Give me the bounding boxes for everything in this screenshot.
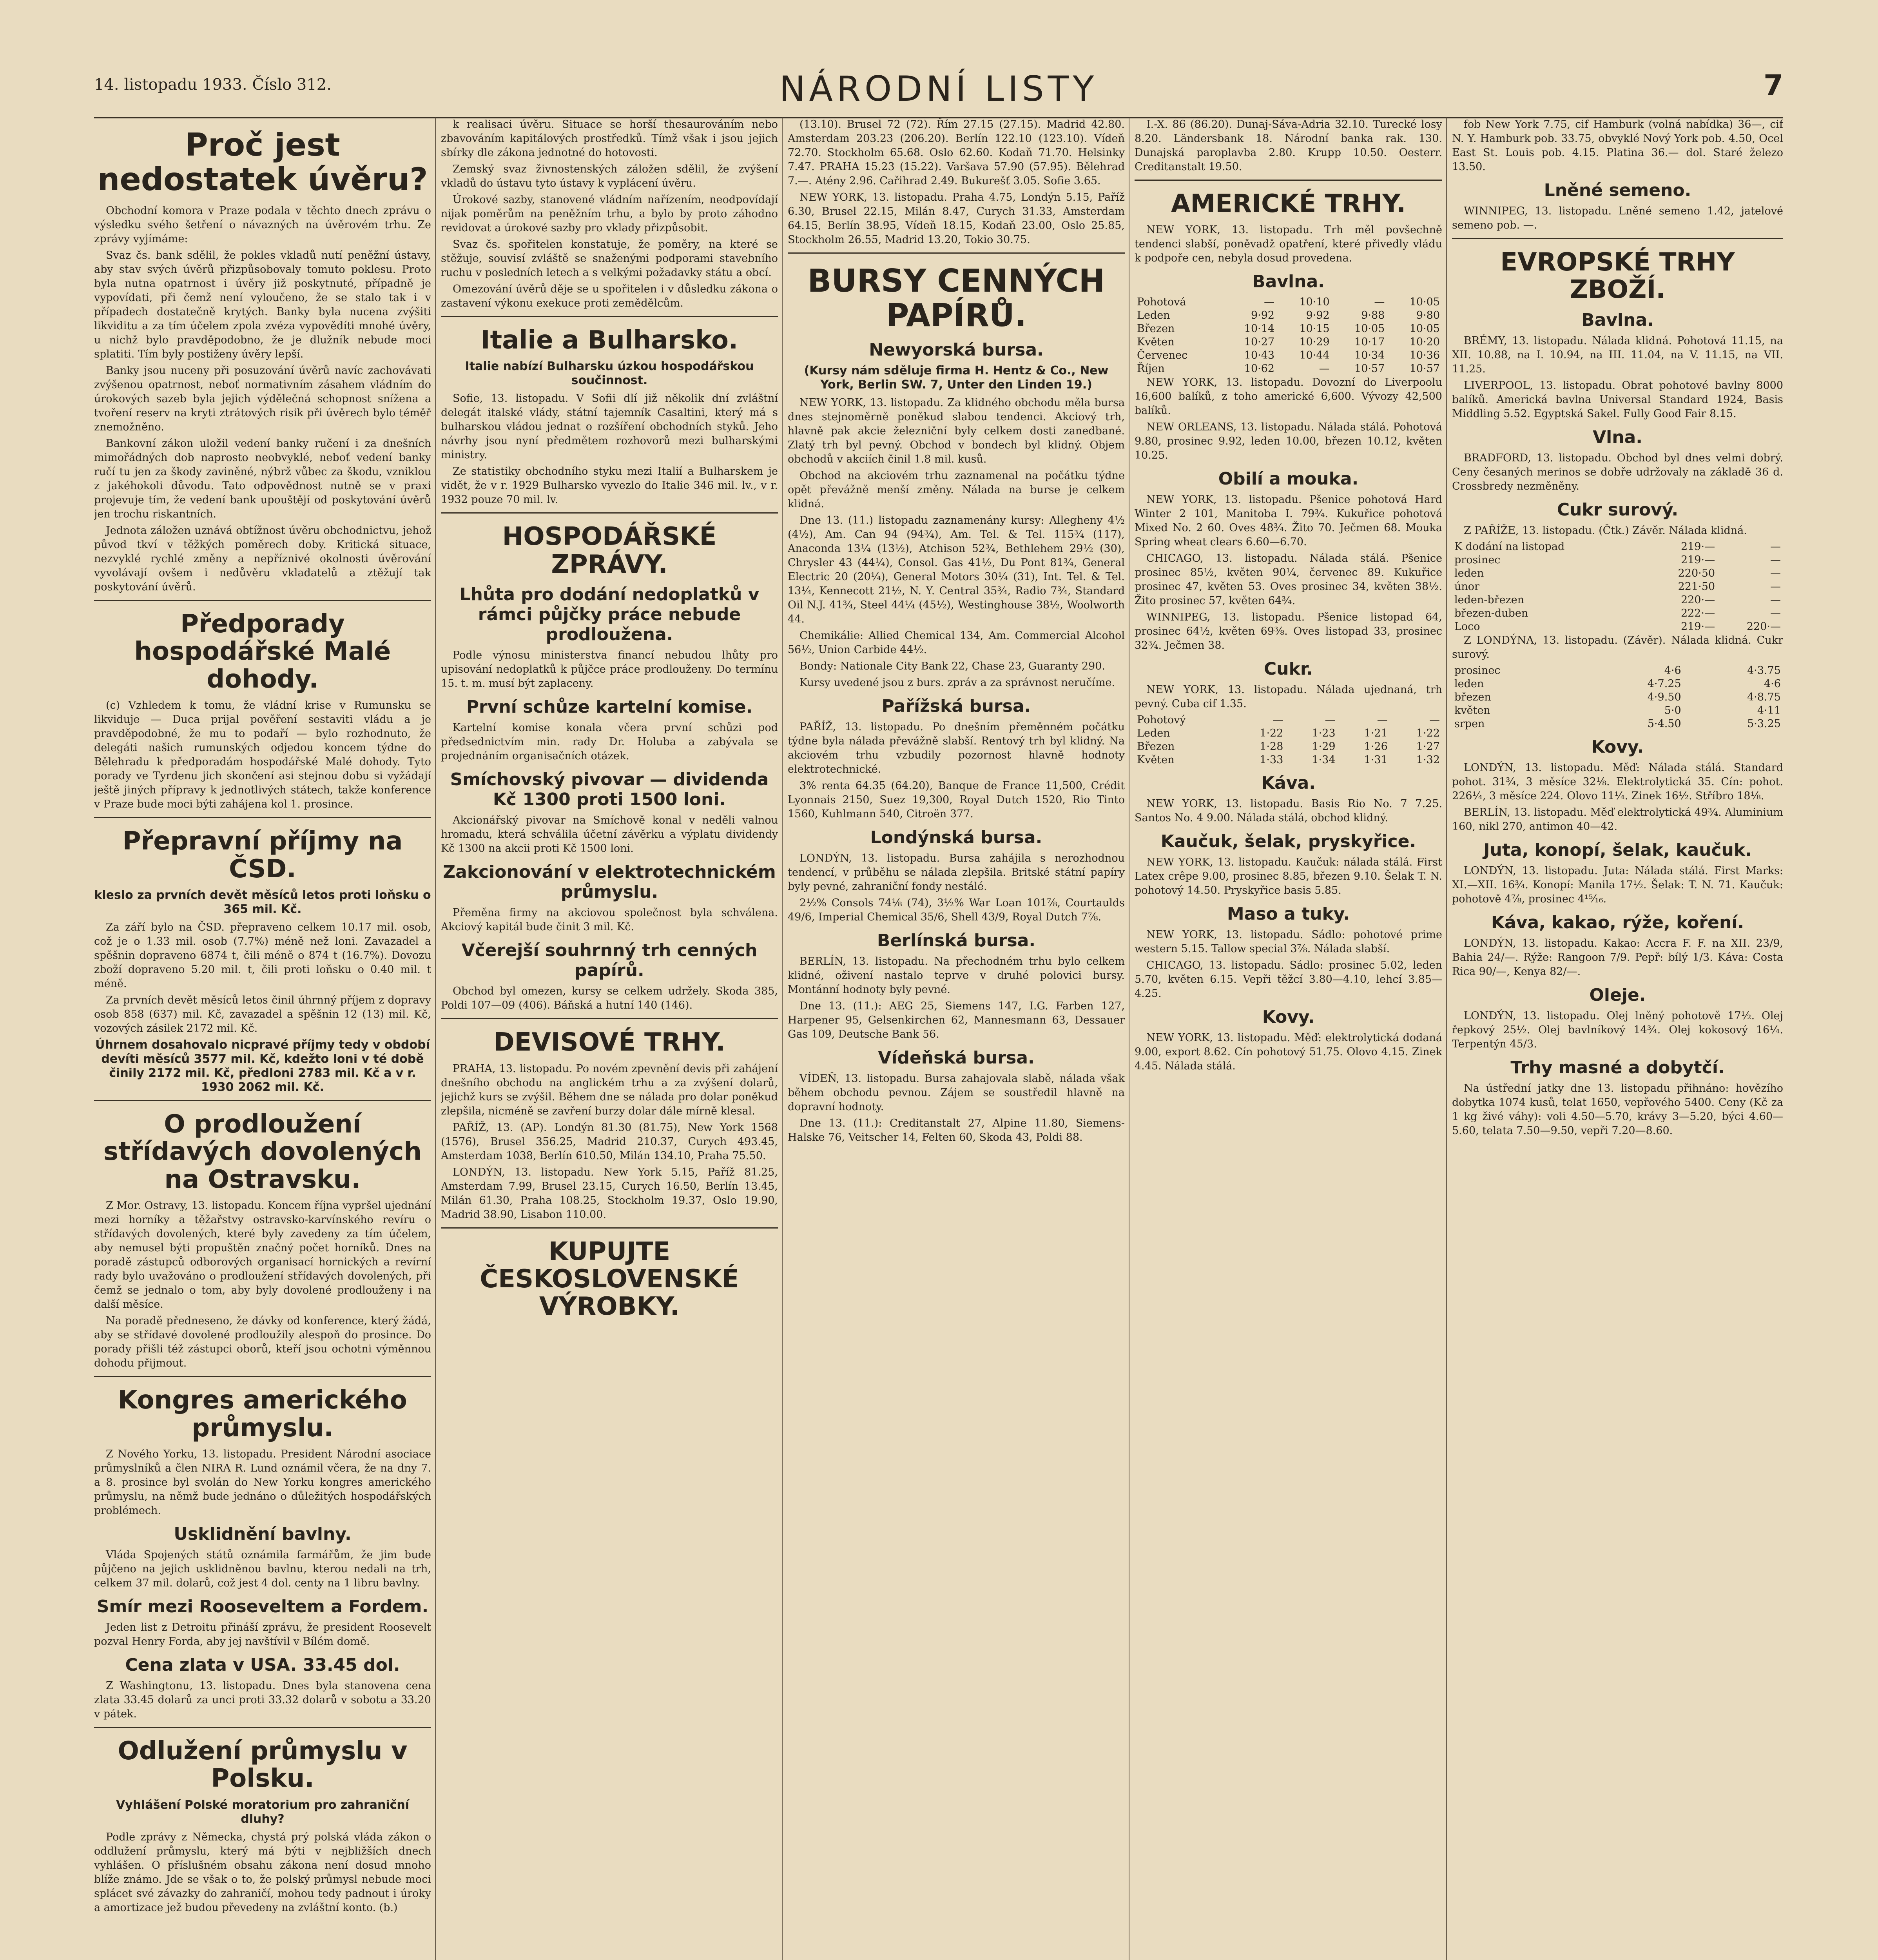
article-paragraph: Obchod byl omezen, kursy se celkem udržely. Skoda 385, Poldi 107—09 (406). Báňská a hutní 140 (146). (441, 985, 778, 1012)
article-paragraph: CHICAGO, 13. listopadu. Nálada stálá. Pšenice prosinec 85½, květen 90¼, červenec 89. Kukuřice prosinec 47, květen 53. Oves prosinec 34, květen 38½. Žito prosinec 57, květen 64¾. (1135, 552, 1442, 607)
row-value: — (1770, 607, 1781, 619)
article-paragraph: Podle výnosu ministerstva financí nebudou lhůty pro upisování nedoplatků k půjčce práce prodlouženy. Do termínu 15. t. m. musí být zaplaceny. (441, 649, 778, 690)
sugar-row (1135, 713, 1442, 727)
row-label: Květen (1137, 336, 1175, 348)
article-subheading: Cukr surový. (1557, 499, 1679, 520)
article-paragraph: Svaz čs. bank sdělil, že pokles vkladů nutí peněžní ústavy, aby stav svých úvěrů přizpůsobovaly tomuto poklesu. Proto byla nutna opatrnost i úvěry již poskytnuté, případně je vypovídati, při čemž není vyloučeno, že se stalo tak i v případech dostatečně krytých. Banky byla nucena zvýšiti likviditu a za tím účelem zpola zvéza vypovědíti mnohé úvěry, u nichž bylo pravděpodobno, že je dlužník nebude moci splatiti. Tím byly postiženy úvěry lepší. (94, 249, 431, 360)
row-value: 10·57 (1354, 363, 1385, 375)
article-paragraph: BRÉMY, 13. listopadu. Nálada klidná. Pohotová 11.15, na XII. 10.88, na I. 10.94, na III. 11.04, na V. 11.15, na VII. 11.25. (1452, 334, 1783, 375)
article-paragraph: Jeden list z Detroitu přináší zprávu, že president Roosevelt pozval Henry Forda, aby jej navštívil v Bílém domě. (94, 1621, 431, 1648)
article-separator (94, 1727, 431, 1728)
article-subheading: Vídeňská bursa. (878, 1048, 1035, 1068)
article-paragraph: Akcionářský pivovar na Smíchově konal v neděli valnou hromadu, která schválila účetní závěrku a výplatu dividendy Kč 1300 na akcii proti Kč 1500 loni. (441, 814, 778, 855)
article-paragraph: Ze statistiky obchodního styku mezi Italií a Bulharskem je vidět, že v r. 1929 Bulharsko vyvezlo do Italie 346 mil. lv., v r. 1932 pouze 70 mil. lv. (441, 465, 778, 506)
row-value: 10·29 (1299, 336, 1330, 348)
article-paragraph: Za prvních devět měsíců letos činil úhrnný příjem z dopravy osob 858 (637) mil. Kč, zavazadel a spěšnin 12 (13) mil. Kč, vozových zásilek 2172 mil. Kč. (94, 994, 431, 1034)
article-paragraph: Kursy uvedené jsou z burs. zpráv a za správnost neručíme. (799, 677, 1115, 689)
page-number: 7 (1763, 69, 1783, 102)
sugar-row (1135, 727, 1442, 740)
row-value: 10·14 (1244, 323, 1275, 335)
article-paragraph: Dne 13. (11.): AEG 25, Siemens 147, I.G. Farben 127, Harpener 95, Gelsenkirchen 62, Mannesmann 63, Dessauer Gas 109, Deutsche Bank 56. (788, 1000, 1125, 1040)
article-subheading: Kaučuk, šelak, pryskyřice. (1160, 831, 1416, 852)
article-paragraph: Z LONDÝNA, 13. listopadu. (Závěr). Nálada klidná. Cukr surový. (1452, 634, 1783, 661)
london-sugar-row (1452, 704, 1783, 717)
article-subheading: Lněné semeno. (1544, 180, 1691, 200)
article-lead: kleslo za prvních devět měsíců letos proti loňsku o 365 mil. Kč. (94, 888, 431, 916)
article-paragraph: 3% renta 64.35 (64.20), Banque de France 11,500, Crédit Lyonnais 2150, Suez 19,300, Royal Dutch 1520, Rio Tinto 1560, Kuhlmann 540, Citroën 377. (788, 780, 1125, 820)
row-value: 1·22 (1260, 727, 1283, 740)
row-value: 1·26 (1364, 740, 1388, 753)
article-paragraph: Z Washingtonu, 13. listopadu. Dnes byla stanovena cena zlata 33.45 dolarů za unci proti 33.32 dolarů v sobotu a 33.20 v pátek. (94, 1679, 431, 1720)
article-paragraph: BERLÍN, 13. listopadu. Měď elektrolytická 49¾. Aluminium 160, nikl 270, antimon 40—42. (1452, 806, 1783, 833)
row-label: leden (1454, 677, 1484, 690)
article-paragraph: Bankovní zákon uložil vedení banky ručení i za dnešních mimořádných dob naprosto neobvyklé, neboť vedení banky ručí tu jen za škody zaviněné, nýbrž vůbec za škodu, vzniklou z jakéhokoli důvodu. Tato odpovědnost nutně se v praxi projevuje tím, že vedení bank upouštějí od poskytování úvěrů jen trochu riskantních. (94, 437, 431, 520)
row-value: 10·05 (1409, 296, 1440, 309)
article-subheading: Obilí a mouka. (1218, 469, 1359, 489)
article-paragraph: Chemikálie: Allied Chemical 134, Am. Commercial Alcohol 56½, Union Carbide 44½. (788, 630, 1125, 656)
article-paragraph: NEW YORK, 13. listopadu. Nálada ujednaná, trh pevný. Cuba cif 1.35. (1135, 684, 1442, 710)
row-value: — (1264, 296, 1275, 309)
article-subheading: Cena zlata v USA. 33.45 dol. (125, 1655, 400, 1675)
row-value: 10·05 (1354, 323, 1385, 335)
article-title: Odlužení průmyslu v Polsku. (118, 1736, 408, 1793)
row-value: 221·50 (1678, 580, 1715, 593)
row-label: leden-březen (1454, 593, 1525, 606)
row-label: Loco (1454, 620, 1480, 633)
cotton-row (1135, 362, 1442, 376)
article-paragraph: WINNIPEG, 13. listopadu. Lněné semeno 1.42, jatelové semeno pob. —. (1452, 205, 1783, 231)
article-paragraph: Obchodní komora v Praze podala v těchto dnech zprávu o výsledku svého šetření o návazných na úvěrovém trhu. Ze zprávy vyjímáme: (94, 205, 431, 245)
article-paragraph: I.-X. 86 (86.20). Dunaj-Sáva-Adria 32.10. Turecké losy 8.20. Ländersbank 18. Národní banka rak. 130. Dunajská paroplavba 2.80. Krupp 10.50. Oesterr. Creditanstalt 19.50. (1135, 118, 1442, 173)
article-paragraph: Jednota záložen uznává obtížnost úvěru obchodnictvu, jehož původ tkví v těžkých poměrech doby. Kritická situace, nezvyklé rychlé změny a nepříznivé okolnosti úvěrování vyvolávají ovšem i nedůvěru vkladatelů a ztěžují tak poskytování úvěrů. (94, 524, 431, 593)
article-subheading: Pařížská bursa. (881, 696, 1031, 716)
article-paragraph: LONDÝN, 13. listopadu. Olej lněný pohotově 17½. Olej řepkový 25½. Olej bavlníkový 14¾. Olej kokosový 16¼. Terpentýn 45/3. (1452, 1009, 1783, 1050)
article-subheading: Oleje. (1589, 985, 1646, 1005)
article-paragraph: NEW YORK, 13. listopadu. Sádlo: pohotové prime western 5.15. Tallow special 3⅞. Nálada slabší. (1135, 929, 1442, 955)
london-sugar-row (1452, 691, 1783, 704)
article-paragraph: VÍDEŇ, 13. listopadu. Bursa zahajovala slabě, nálada však během obchodu pevnou. Zájem se soustředil hlavně na dopravní hodnoty. (788, 1073, 1125, 1113)
article-paragraph: 2½% Consols 74⅛ (74), 3½% War Loan 101⅞, Courtaulds 49/6, Imperial Chemical 35/6, Shell 43/9, Royal Dutch 7⅞. (788, 897, 1125, 923)
row-value: 1·21 (1364, 727, 1388, 740)
row-value: 219·— (1680, 554, 1715, 566)
article-paragraph: NEW YORK, 13. listopadu. Pšenice pohotová Hard Winter 2 101, Manitoba I. 79¾. Kukuřice pohotová Mixed No. 2 60. Oves 48¾. Žito 70. Ječmen 68. Mouka Spring wheat clears 6.60—6.70. (1135, 494, 1442, 548)
row-value: 10·43 (1244, 349, 1275, 362)
row-value: 10·62 (1244, 363, 1275, 375)
row-label: Červenec (1137, 349, 1188, 362)
row-value: 10·17 (1354, 336, 1385, 348)
row-value: 4·6 (1664, 664, 1681, 677)
row-value: 4·6 (1764, 677, 1781, 690)
row-value: 4·3.75 (1747, 664, 1781, 677)
row-label: prosinec (1454, 664, 1501, 677)
article-subheading: Bavlna. (1581, 310, 1654, 330)
cotton-row (1135, 349, 1442, 362)
article-title: Přepravní příjmy na ČSD. (122, 827, 403, 884)
article-paragraph: LONDÝN, 13. listopadu. Juta: Nálada stálá. First Marks: XI.—XII. 16¾. Konopí: Manila 17½. Šelak: T. N. 71. Kaučuk: pohotově 4⅞, prosinec 4¹⁵⁄₁₆. (1452, 864, 1783, 905)
article-paragraph: NEW YORK, 13. listopadu. Trh měl povšechně tendenci slabší, poněvadž opatření, které přivedly vládu k podpoře cen, nebyla dosud provedena. (1135, 224, 1442, 265)
row-value: 1·31 (1364, 754, 1388, 766)
article-subheading: Smír mezi Rooseveltem a Fordem. (96, 1596, 429, 1617)
article-paragraph: CHICAGO, 13. listopadu. Sádlo: prosinec 5.02, leden 5.70, květen 6.15. Vepři těžcí 3.80—4.10, lehcí 3.85—4.25. (1135, 959, 1442, 1000)
article-subheading: Zakcionování v elektrotechnickém průmyslu. (443, 862, 776, 902)
row-value: 5·0 (1664, 704, 1681, 717)
row-value: 1·22 (1416, 727, 1440, 740)
article-paragraph: PAŘÍŽ, 13. listopadu. Po dnešním přeměnném počátku týdne byla nálada převážně slabší. Rentový trh byl klidný. Na akciovém trhu vzbudily pozornost hlavně hodnoty elektrotechnické. (788, 721, 1125, 775)
row-label: březen (1454, 691, 1491, 703)
article-separator (441, 512, 778, 514)
london-sugar-row (1452, 677, 1783, 691)
row-value: 1·33 (1260, 754, 1283, 766)
row-value: — (1273, 714, 1283, 726)
row-value: 4·7.25 (1647, 677, 1681, 690)
article-separator (1452, 238, 1783, 239)
article-subheading: Káva. (1261, 773, 1316, 793)
article-separator (441, 1227, 778, 1229)
row-value: 1·28 (1260, 740, 1283, 753)
raw-sugar-row (1452, 567, 1783, 580)
article-paragraph: NEW ORLEANS, 13. listopadu. Nálada stálá. Pohotová 9.80, prosinec 9.92, leden 10.00, březen 10.12, květen 10.25. (1135, 421, 1442, 462)
row-value: 10·27 (1244, 336, 1275, 348)
article-paragraph: Na poradě předneseno, že dávky od konference, který žádá, aby se střídavé dovolené prodloužily alespoň do prosince. Do porady přišli též zástupci oborů, kteří jsou ochotni výměnnou dohodu přijmout. (94, 1315, 431, 1370)
column-rule (435, 118, 436, 1960)
column-rule (1446, 118, 1447, 1960)
article-paragraph: LONDÝN, 13. listopadu. New York 5.15, Paříž 81.25, Amsterdam 7.99, Brusel 23.15, Curych 16.50, Berlín 13.45, Milán 61.30, Praha 108.25, Stockholm 19.37, Oslo 19.90, Madrid 38.90, Lisabon 110.00. (441, 1166, 778, 1221)
article-title: Proč jest nedostatek úvěru? (97, 127, 428, 198)
row-value: 220·— (1746, 620, 1781, 633)
article-subheading: Usklidnění bavlny. (174, 1524, 352, 1544)
article-paragraph: Svaz čs. spořitelen konstatuje, že poměry, na které se stěžuje, souvisí zvláště se snaženými podporami stavebního ruchu v posledních letech a s velkými požadavky státu a obcí. (441, 238, 778, 279)
row-value: 4·8.75 (1747, 691, 1781, 703)
row-value: 4·11 (1757, 704, 1781, 717)
raw-sugar-london-table (1452, 664, 1783, 731)
article-subheading: Cukr. (1263, 659, 1313, 679)
sugar-table (1135, 713, 1442, 767)
article-subheading: Londýnská bursa. (870, 828, 1042, 848)
article-subheading: Trhy masné a dobytčí. (1510, 1057, 1725, 1078)
row-label: K dodání na listopad (1454, 540, 1565, 553)
article-paragraph: Zemský svaz živnostenských záložen sdělil, že zvýšení vkladů do ústavu tyto ústavy k vyplácení úvěru. (441, 163, 778, 189)
row-value: 5·3.25 (1747, 717, 1781, 730)
article-separator (94, 817, 431, 818)
row-value: 1·23 (1312, 727, 1336, 740)
article-subheading: Káva, kakao, rýže, koření. (1491, 912, 1744, 933)
article-paragraph: k realisaci úvěru. Situace se horší thesaurováním nebo zbavováním kapitálových prostředků. Tímž však i jsou jejich sbírky dle zákona jednotné do hotovosti. (441, 118, 778, 159)
article-title: Předporady hospodářské Malé dohody. (134, 610, 391, 694)
article-title: O prodloužení střídavých dovolených na Ostravsku. (103, 1109, 422, 1194)
article-paragraph: Dne 13. (11.): Creditanstalt 27, Alpine 11.80, Siemens-Halske 76, Veitscher 14, Felten 60, Skoda 43, Poldi 88. (788, 1117, 1125, 1143)
article-paragraph: Přeměna firmy na akciovou společnost byla schválena. Akciový kapitál bude činit 3 mil. Kč. (441, 907, 778, 933)
raw-sugar-row (1452, 607, 1783, 620)
row-value: — (1770, 593, 1781, 606)
row-label: prosinec (1454, 554, 1501, 566)
article-subheading: Newyorská bursa. (869, 340, 1044, 360)
row-label: květen (1454, 704, 1490, 717)
article-separator (94, 1100, 431, 1101)
row-value: 1·32 (1416, 754, 1440, 766)
row-value: 9·80 (1416, 309, 1440, 322)
article-paragraph: Bondy: Nationale City Bank 22, Chase 23, Guaranty 290. (799, 660, 1105, 672)
row-value: — (1770, 540, 1781, 553)
section-title: DEVISOVÉ TRHY. (493, 1028, 725, 1057)
column-4 (1135, 118, 1442, 1960)
article-subheading: Vlna. (1593, 427, 1642, 447)
article-subheading: Kovy. (1591, 737, 1644, 757)
row-value: 220·— (1680, 593, 1715, 606)
article-subheading: Včerejší souhrnný trh cenných papírů. (461, 940, 758, 981)
row-label: Květen (1137, 754, 1175, 766)
row-value: 10·05 (1409, 323, 1440, 335)
article-paragraph: Úrokové sazby, stanovené vládním nařízením, neodpovídají nijak poměrům na peněžním trhu, a bylo by proto záhodno revidovat a úrokové sazby pro vklady přizpůsobit. (441, 194, 778, 234)
article-subheading: Bavlna. (1252, 272, 1325, 292)
article-separator (94, 1376, 431, 1377)
cotton-row (1135, 309, 1442, 322)
cotton-row (1135, 336, 1442, 349)
article-paragraph: NEW YORK, 13. listopadu. Měď: elektrolytická dodaná 9.00, export 8.62. Cín pohotový 51.75. Olovo 4.15. Zinek 4.45. Nálada stálá. (1135, 1032, 1442, 1073)
article-paragraph: LONDÝN, 13. listopadu. Kakao: Accra F. F. na XII. 23/9, Bahia 24/—. Rýže: Rangoon 7/9. Pepř: bílý 1/3. Káva: Costa Rica 90/—, Kenya 82/—. (1452, 937, 1783, 978)
row-value: 1·27 (1416, 740, 1440, 753)
row-label: březen-duben (1454, 607, 1528, 619)
row-value: 5·4.50 (1647, 717, 1681, 730)
article-paragraph: NEW YORK, 13. listopadu. Za klidného obchodu měla bursa dnes stejnoměrně poněkud slabou tendenci. Akciový trh, hlavně pak akcie železniční byly celkem dosti zanedbané. Zlatý trh byl pevný. Obchod v bondech byl klidný. Objem obchodů v akciích činil 1.8 mil. kusů. (788, 397, 1125, 465)
column-2 (441, 118, 778, 1960)
article-paragraph: NEW YORK, 13. listopadu. Basis Rio No. 7 7.25. Santos No. 4 9.00. Nálada stálá, obchod klidný. (1135, 798, 1442, 824)
row-value: 219·— (1680, 540, 1715, 553)
row-value: 10·20 (1409, 336, 1440, 348)
row-value: 220·50 (1678, 567, 1715, 579)
row-label: Pohotová (1137, 296, 1186, 309)
article-paragraph: Dne 13. (11.) listopadu zaznamenány kursy: Allegheny 4½ (4½), Am. Can 94 (94¾), Am. Tel. & Tel. 115¾ (117), Anaconda 13¼ (13½), Atchison 52¾, Bethlehem 29½ (30), Chrysler 43 (44¼), Consol. Gas 41½, Du Pont 81¾, General Electric 20 (20¼), General Motors 30¼ (31), Int. Tel. & Tel. 13¼, Kennecott 21½, N. Y. Central 35¾, Radio 7¾, Standard Oil N.J. 41¾, Steel 44¼ (45½), Westinghouse 38½, Woolworth 44. (788, 514, 1125, 625)
raw-sugar-paris-table (1452, 540, 1783, 633)
article-paragraph: Z Mor. Ostravy, 13. listopadu. Koncem října vypršel ujednání mezi horníky a těžařstvy ostravsko-karvínského revíru o střídavých dovolených, které byly zavedeny za tím účelem, aby nemusel býti propuštěn značný počet horníků. Dnes na poradě zástupců odborových organisací hornických a revírní rady bylo uvažováno o prodloužení střídavých dovolených, při čemž se jednalo o tom, aby byly dovolené prodlouženy i na další měsíce. (94, 1200, 431, 1311)
raw-sugar-row (1452, 620, 1783, 633)
row-value: 222·— (1680, 607, 1715, 619)
article-paragraph: BRADFORD, 13. listopadu. Obchod byl dnes velmi dobrý. Ceny česaných merinos se dobře udržovaly na základě 36 d. Crossbredy nezměněny. (1452, 452, 1783, 492)
row-value: — (1770, 554, 1781, 566)
article-subheading: Juta, konopí, šelak, kaučuk. (1483, 840, 1752, 860)
row-value: 4·9.50 (1647, 691, 1681, 703)
row-value: — (1770, 580, 1781, 593)
sugar-row (1135, 753, 1442, 767)
article-subheading: Smíchovský pivovar — dividenda Kč 1300 proti 1500 loni. (450, 769, 769, 810)
column-3 (788, 118, 1125, 1960)
article-paragraph: Sofie, 13. listopadu. V Sofii dlí již několik dní zvláštní delegát italské vlády, státní tajemník Casaltini, který má s bulharskou vládou jednat o rozšíření obchodních styků. Jeho návrhy jsou nyní předmětem rozhovorů mezi bulharskými ministry. (441, 392, 778, 461)
row-label: Leden (1137, 727, 1170, 740)
row-value: 10·15 (1299, 323, 1330, 335)
article-paragraph: Z PAŘÍŽE, 13. listopadu. (Čtk.) Závěr. Nálada klidná. (1464, 524, 1747, 537)
row-value: 10·10 (1299, 296, 1330, 309)
row-value: 1·29 (1312, 740, 1336, 753)
row-value: 9·88 (1361, 309, 1385, 322)
article-paragraph: Za září bylo na ČSD. přepraveno celkem 10.17 mil. osob, což je o 1.33 mil. osob (7.7%) méně než loni. Zavazadel a spěšnin dopraveno 6874 t, čili méně o 874 t (16.7%). Dovozu zboží dopraveno 5.20 mil. t, čili proti loňsku o 0.40 mil. t méně. (94, 921, 431, 990)
article-paragraph: NEW YORK, 13. listopadu. Kaučuk: nálada stálá. First Latex crêpe 9.00, prosinec 8.85, březen 9.10. Šelak T. N. pohotový 14.50. Pryskyřice basis 5.85. (1135, 856, 1442, 897)
article-paragraph: Z Nového Yorku, 13. listopadu. President Národní asociace průmyslníků a člen NIRA R. Lund oznámil včera, že na dny 7. a 8. prosince byl svolán do New Yorku kongres amerického průmyslu, na němž bude jednáno o důležitých hospodářských problémech. (94, 1448, 431, 1517)
row-value: 9·92 (1306, 309, 1330, 322)
article-separator (441, 316, 778, 317)
raw-sugar-row (1452, 554, 1783, 567)
row-value: — (1377, 714, 1388, 726)
cotton-row (1135, 322, 1442, 336)
article-subheading: Maso a tuky. (1227, 904, 1350, 924)
article-subheading: Berlínská bursa. (877, 931, 1036, 951)
article-lead: Italie nabízí Bulharsku úzkou hospodářskou součinnost. (465, 359, 754, 388)
column-rule (782, 118, 783, 1960)
issue-date: 14. listopadu 1933. Číslo 312. (94, 76, 332, 94)
article-separator (788, 252, 1125, 254)
article-title: Kongres amerického průmyslu. (118, 1386, 407, 1443)
article-separator (441, 1018, 778, 1019)
advertisement-slogan: KUPUJTE ČESKOSLOVENSKÉ VÝROBKY. (480, 1237, 739, 1321)
row-value: 10·34 (1354, 349, 1385, 362)
article-lead: Úhrnem dosahovalo nicpravé příjmy tedy v období devíti měsíců 3577 mil. Kč, kdežto loni v té době činily 2172 mil. Kč, předloni 2783 mil. Kč a v r. 1930 2062 mil. Kč. (95, 1038, 430, 1094)
article-paragraph: Banky jsou nuceny při posuzování úvěrů navíc zachovávati zvýšenou opatrnost, neboť normativním zásahem vládním do úrokových sazeb byla jejich výdělečná schopnost snížena a tvoření reserv na kryti ztrátových risik při úvěrech bylo téměř znemožněno. (94, 365, 431, 433)
article-separator (1135, 180, 1442, 181)
article-subheading: Kovy. (1262, 1007, 1315, 1027)
section-title: AMERICKÉ TRHY. (1171, 189, 1406, 218)
article-subheading: Lhůta pro dodání nedoplatků v rámci půjčky práce nebude prodloužena. (459, 584, 760, 645)
newspaper-title: NÁRODNÍ LISTY (779, 69, 1098, 109)
row-label: Pohotový (1137, 714, 1186, 726)
article-paragraph: (13.10). Brusel 72 (72). Řím 27.15 (27.15). Madrid 42.80. Amsterdam 203.23 (206.20). Berlín 122.10 (123.10). Vídeň 72.70. Stockholm 65.68. Oslo 62.60. Kodaň 71.70. Helsinky 7.47. PRAHA 15.23 (15.22). Varšava 57.90 (57.95). Bělehrad 7.—. Atény 2.96. Cařihrad 2.49. Bukurešť 3.05. Sofie 3.65. (788, 118, 1125, 187)
row-value: 9·92 (1251, 309, 1275, 322)
row-value: 1·34 (1312, 754, 1336, 766)
row-value: — (1319, 363, 1330, 375)
row-value: 219·— (1680, 620, 1715, 633)
article-paragraph: NEW YORK, 13. listopadu. Praha 4.75, Londýn 5.15, Paříž 6.30, Brusel 22.15, Milán 8.47, Curych 31.33, Amsterdam 64.15, Berlín 38.95, Vídeň 18.15, Kodaň 23.00, Oslo 25.85, Stockholm 26.55, Madrid 13.20, Tokio 30.75. (788, 191, 1125, 246)
article-paragraph: WINNIPEG, 13. listopadu. Pšenice listopad 64, prosinec 64½, květen 69⅜. Oves listopad 33, prosinec 32¾. Ječmen 38. (1135, 611, 1442, 652)
raw-sugar-row (1452, 593, 1783, 607)
article-paragraph: (c) Vzhledem k tomu, že vládní krise v Rumunsku se likviduje — Duca prijal pověření sestaviti vládu a je pravděpodobné, že mu to podaří — bylo rozhodnuto, že delegáti našich rumunských odjedou koncem týdne do Bělehradu k předporadám hospodářské Malé dohody. Tyto porady ve Tyrdenu jich skončení asi stejnou dobu si vyžádají ještě jiných přípravy k jednotlivých státech, takže konference v Praze bude moci býti zahájena kol 1. prosince. (94, 699, 431, 811)
cotton-row (1135, 296, 1442, 309)
article-paragraph: LONDÝN, 13. listopadu. Měď: Nálada stálá. Standard pohot. 31¾, 3 měsíce 32⅛. Elektrolytická 35. Cín: pohot. 226¼, 3 měsíce 224. Olovo 11¼. Zinek 16½. Stříbro 18⅛. (1452, 761, 1783, 802)
row-label: Březen (1137, 740, 1175, 753)
column-1 (94, 118, 431, 1960)
article-title: Italie a Bulharsko. (480, 326, 738, 355)
article-paragraph: LONDÝN, 13. listopadu. Bursa zahájila s nerozhodnou tendencí, v průběhu se nálada zlepšila. Britské státní papíry byly pevné, zahraniční fondy nestálé. (788, 852, 1125, 893)
section-title: EVROPSKÉ TRHY ZBOŽÍ. (1500, 248, 1735, 305)
article-paragraph: LIVERPOOL, 13. listopadu. Obrat pohotové bavlny 8000 balíků. Americká bavlna Universal Standard 1924, Basis Middling 5.52. Egyptská Sakel. Fully Good Fair 8.15. (1452, 379, 1783, 420)
section-title: BURSY CENNÝCH PAPÍRŮ. (807, 263, 1105, 334)
masthead (94, 69, 1783, 116)
row-value: — (1374, 296, 1385, 309)
row-label: Leden (1137, 309, 1170, 322)
article-paragraph: PRAHA, 13. listopadu. Po novém zpevnění devis při zahájení dnešního obchodu na anglickém trhu a za zvýšení dolarů, jejichž kurs se zvýšil. Během dne se nálada pro dolar poněkud zlepšila, nicméně se zavření burzy dolar dále mírně klesal. (441, 1062, 778, 1117)
row-label: leden (1454, 567, 1484, 579)
london-sugar-row (1452, 664, 1783, 677)
article-paragraph: NEW YORK, 13. listopadu. Dovozní do Liverpoolu 16,600 balíků, z toho americké 6,600. Vývozy 42,500 balíků. (1135, 376, 1442, 417)
row-value: — (1325, 714, 1336, 726)
row-value: 10·57 (1409, 363, 1440, 375)
article-paragraph: BERLÍN, 13. listopadu. Na přechodném trhu bylo celkem klidné, oživení nastalo teprve v druhé polovici bursy. Montánní hodnoty byly pevné. (788, 955, 1125, 996)
article-paragraph: Obchod na akciovém trhu zaznamenal na počátku týdne opět převážně menší změny. Nálada na burse je celkem klidná. (788, 470, 1125, 510)
london-sugar-row (1452, 717, 1783, 731)
row-label: srpen (1454, 717, 1485, 730)
article-paragraph: Podle zprávy z Německa, chystá prý polská vláda zákon o oddlužení průmyslu, který má býti v nejbližších dnech vyhlášen. O příslušném obsahu zákona není dosud mnoho blíže známo. Jde se však o to, že polský průmysl nebude moci splácet své závazky do zahraničí, mohou tedy padnout i úroky a amortizace jež budou převedeny na zvláštní konto. (b.) (94, 1831, 431, 1914)
raw-sugar-row (1452, 580, 1783, 593)
sugar-row (1135, 740, 1442, 753)
article-paragraph: Na ústřední jatky dne 13. listopadu přihnáno: hovězího dobytka 1074 kusů, telat 1650, vepřového 5400. Ceny (Kč za 1 kg živé váhy): voli 4.50—5.70, krávy 3—5.20, býci 4.60—5.60, telata 7.50—9.50, vepři 7.20—8.60. (1452, 1082, 1783, 1137)
cotton-table (1135, 296, 1442, 376)
article-subheading: První schůze kartelní komise. (466, 697, 753, 717)
row-value: 10·44 (1299, 349, 1330, 362)
row-label: únor (1454, 580, 1479, 593)
article-paragraph: Kartelní komise konala včera první schůzi pod předsednictvím min. rady Dr. Holuba a zabývala se projednáním organisačních otázek. (441, 722, 778, 762)
article-paragraph: Vláda Spojených států oznámila farmářům, že jim bude půjčeno na jejich usklidněnou bavlnu, kterou nedali na trh, celkem 37 mil. dolarů, což jest 4 dol. centy na 1 libru bavlny. (94, 1548, 431, 1589)
article-paragraph: PAŘÍŽ, 13. (AP). Londýn 81.30 (81.75), New York 1568 (1576), Brusel 356.25, Madrid 210.37, Curych 493.45, Amsterdam 1038, Berlín 610.50, Milán 134.10, Praha 75.50. (441, 1121, 778, 1162)
article-separator (94, 600, 431, 601)
section-title: HOSPODÁŘSKÉ ZPRÁVY. (502, 522, 717, 579)
row-label: Říjen (1137, 363, 1165, 375)
row-value: — (1429, 714, 1440, 726)
raw-sugar-row (1452, 540, 1783, 554)
article-lead: Vyhlášení Polské moratorium pro zahraniční dluhy? (116, 1798, 410, 1826)
column-5 (1452, 118, 1783, 1960)
row-value: — (1770, 567, 1781, 579)
row-value: 10·36 (1409, 349, 1440, 362)
row-label: Březen (1137, 323, 1175, 335)
article-lead: (Kursy nám sděluje firma H. Hentz & Co., New York, Berlin SW. 7, Unter den Linden 19.) (804, 364, 1109, 392)
article-paragraph: Omezování úvěrů děje se u spořitelen i v důsledku zákona o zastavení výkonu exekuce proti zemědělcům. (441, 283, 778, 309)
article-paragraph: fob New York 7.75, cif Hamburk (volná nabídka) 36—, cif N. Y. Hamburk pob. 33.75, obvyklé Nový York pob. 4.50, Ocel East St. Louis pob. 4.15. Platina 36.— dol. Staré železo 13.50. (1452, 118, 1783, 173)
